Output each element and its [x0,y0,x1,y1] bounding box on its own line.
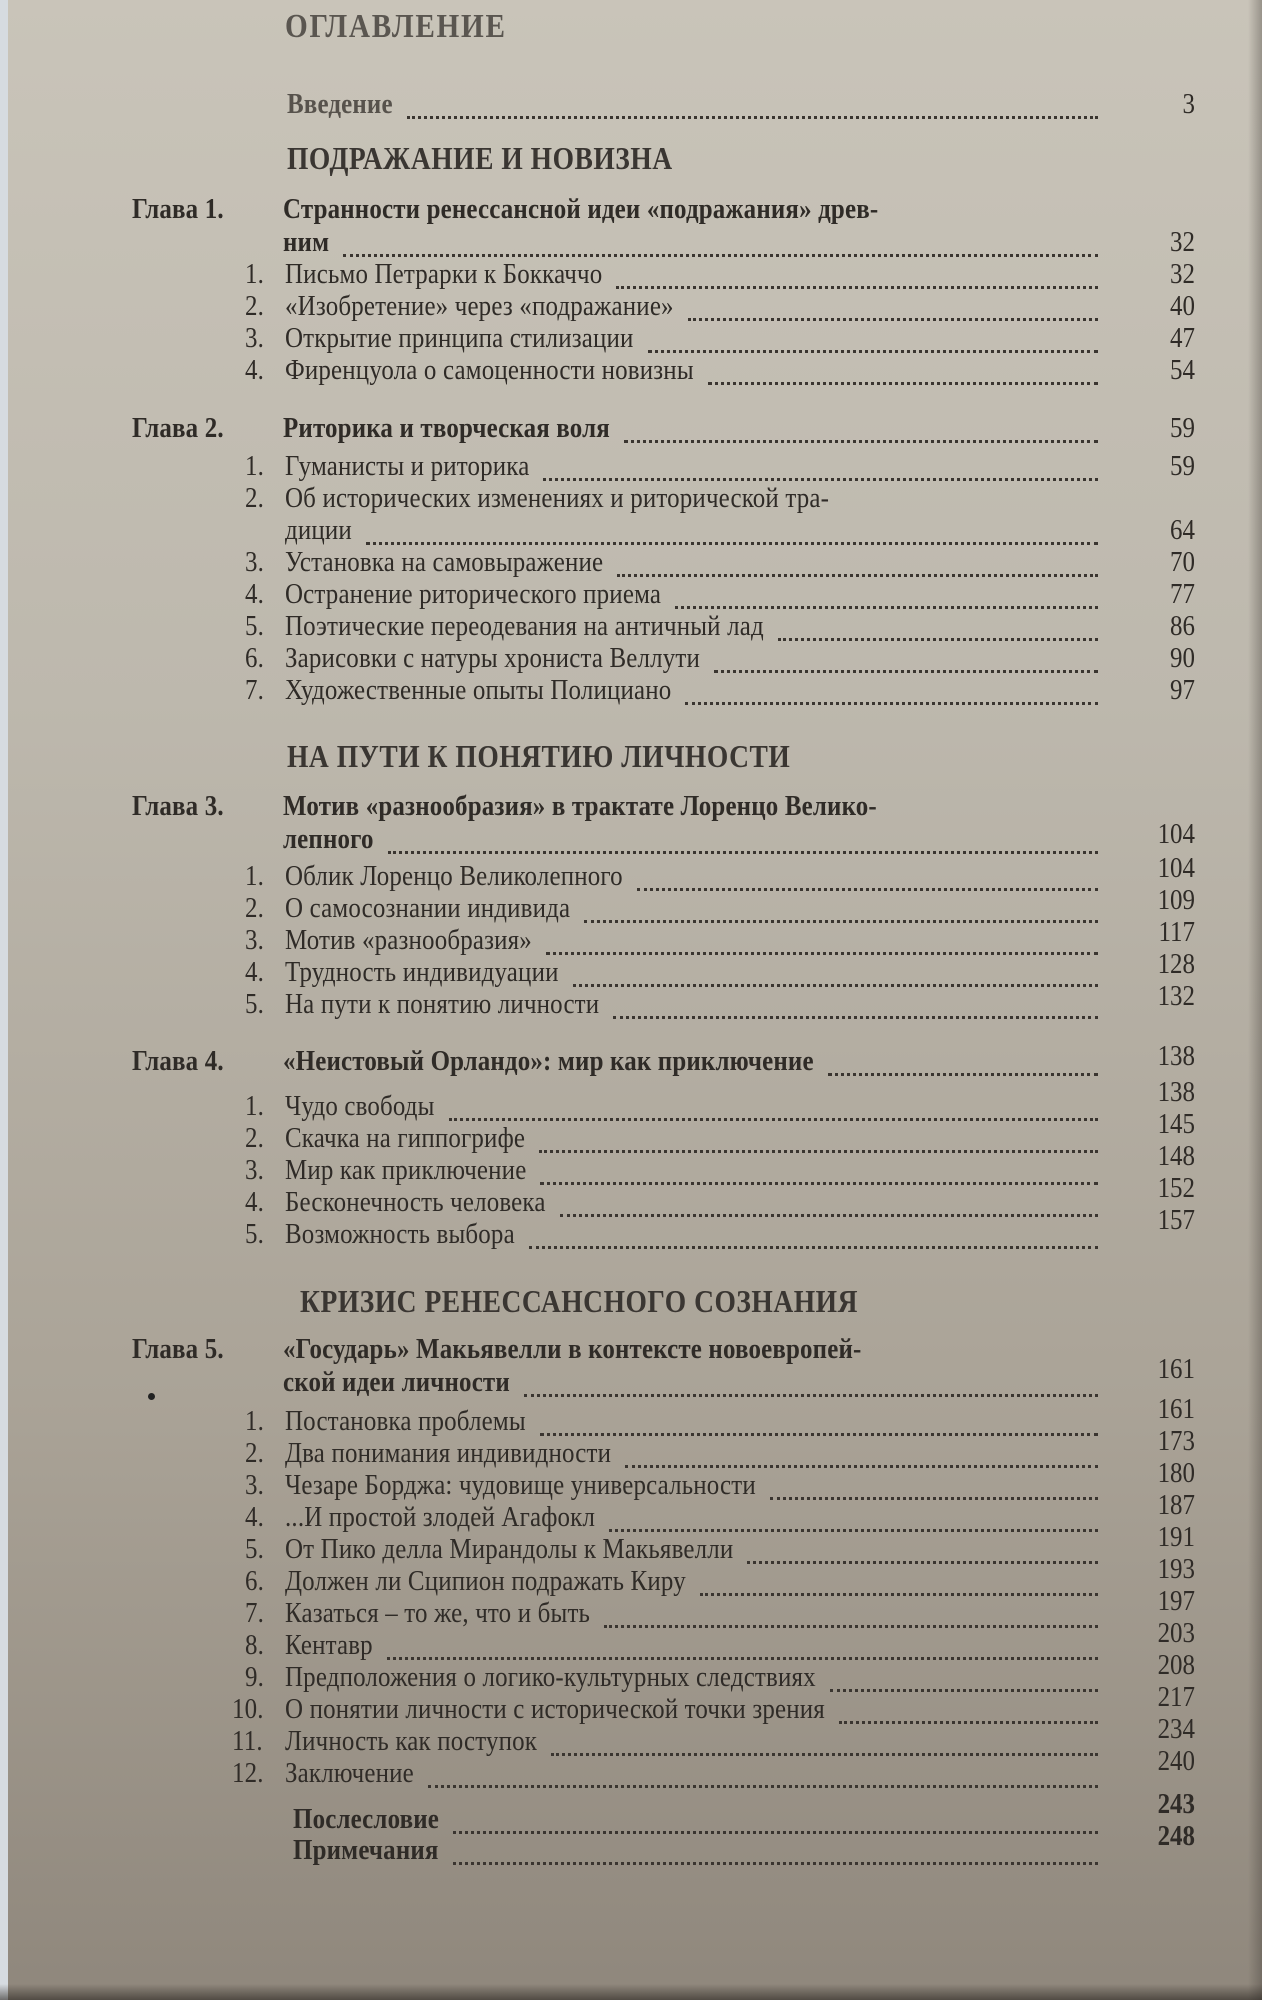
section-title: На пути к понятию личности [285,988,600,1020]
dot-leader [428,1779,1098,1788]
dot-leader [540,1176,1098,1185]
section-page: 70 [1170,546,1195,578]
dot-leader [540,1427,1098,1436]
section-title: Об исторических изменениях и риторической тра- [285,482,830,514]
chapter-title: Риторика и творческая воля [283,412,610,444]
chapter-page: 32 [1170,226,1195,258]
dot-leader [685,696,1098,705]
chapter-page: 138 [1157,1040,1195,1072]
section-page: 217 [1157,1681,1195,1713]
section-number: 3. [245,1469,265,1501]
section-number: 10. [232,1693,264,1725]
section-title: Казаться – то же, что и быть [285,1597,591,1629]
section-number: 1. [245,450,265,482]
section-title: Установка на самовыражение [285,546,604,578]
section-page: 109 [1157,884,1195,916]
section-title: Мир как приключение [285,1154,527,1186]
section-number: 3. [245,546,265,578]
section-page: 59 [1170,450,1195,482]
dot-leader [648,344,1098,353]
section-page: 54 [1170,354,1195,386]
notes-label: Примечания [293,1834,439,1866]
section-number: 3. [245,1154,265,1186]
section-number: 1. [245,1090,265,1122]
section-title: Мотив «разнообразия» [285,924,532,956]
section-page: 64 [1170,514,1195,546]
afterword-page: 243 [1157,1788,1195,1820]
section-title: От Пико делла Мирандолы к Макьявелли [285,1533,734,1565]
section-page: 138 [1157,1076,1195,1108]
section-page: 193 [1157,1553,1195,1585]
dot-leader [551,1747,1098,1756]
section-page: 32 [1170,258,1195,290]
section-number: 6. [245,642,265,674]
section-number: 4. [245,354,265,386]
section-title: Должен ли Сципион подражать Киру [285,1565,686,1597]
section-number: 4. [245,956,265,988]
dot-leader [407,110,1098,119]
section-title: Остранение риторического приема [285,578,662,610]
section-number: 2. [245,482,265,514]
section-title: Облик Лоренцо Великолепного [285,860,623,892]
section-page: 77 [1170,578,1195,610]
dot-leader [617,568,1098,577]
chapter-label: Глава 4. [132,1045,224,1077]
chapter-title: Странности ренессансной идеи «подражания» древ- [283,193,879,225]
chapter-title-cont: ской идеи личности [283,1366,510,1398]
dot-leader [714,664,1098,673]
section-title: Заключение [285,1757,414,1789]
section-number: 9. [245,1661,265,1693]
section-page: 203 [1157,1617,1195,1649]
section-page: 197 [1157,1585,1195,1617]
section-page: 157 [1157,1204,1195,1236]
section-title: Поэтические переодевания на античный лад [285,610,764,642]
dot-leader [624,434,1098,443]
section-title: Личность как поступок [285,1725,538,1757]
section-number: 1. [245,1405,265,1437]
section-page: 117 [1158,916,1195,948]
section-number: 7. [245,674,265,706]
section-page: 97 [1170,674,1195,706]
dot-leader [609,1523,1098,1532]
chapter-label: Глава 3. [132,790,224,822]
section-number: 5. [245,1218,265,1250]
section-title: Открытие принципа стилизации [285,322,634,354]
part-heading: ПОДРАЖАНИЕ И НОВИЗНА [287,140,673,176]
section-number: 1. [245,258,265,290]
chapter-title-cont: лепного [283,823,374,855]
section-title: Предположения о логико-культурных следствиях [285,1661,816,1693]
intro-page: 3 [1182,88,1195,120]
section-title: Чудо свободы [285,1090,435,1122]
section-page: 234 [1157,1713,1195,1745]
section-number: 5. [245,610,265,642]
dot-leader [675,600,1098,609]
chapter-page: 161 [1157,1353,1195,1385]
dot-leader [770,1491,1098,1500]
section-title: Чезаре Борджа: чудовище универсальности [285,1469,756,1501]
section-page: 173 [1157,1425,1195,1457]
section-title: Постановка проблемы [285,1405,526,1437]
chapter-page: 104 [1157,818,1195,850]
dot-leader [529,1240,1098,1249]
chapter-label: Глава 2. [132,412,224,444]
section-title: «Изобретение» через «подражание» [285,290,674,322]
section-title: Гуманисты и риторика [285,450,530,482]
part-heading: КРИЗИС РЕНЕССАНСНОГО СОЗНАНИЯ [300,1283,858,1319]
section-title: Художественные опыты Полициано [285,674,672,706]
chapter-title: Мотив «разнообразия» в трактате Лоренцо Велико- [283,790,877,822]
section-number: 4. [245,1186,265,1218]
ink-spot [148,1393,155,1400]
section-page: 40 [1170,290,1195,322]
page-title: ОГЛАВЛЕНИЕ [285,8,507,45]
section-page: 128 [1157,948,1195,980]
section-number: 5. [245,988,265,1020]
dot-leader [688,312,1098,321]
section-title: Фиренцуола о самоценности новизны [285,354,694,386]
section-page: 240 [1157,1745,1195,1777]
section-page: 191 [1157,1521,1195,1553]
section-title: Скачка на гиппогрифе [285,1122,526,1154]
dot-leader [839,1715,1098,1724]
dot-leader [830,1683,1098,1692]
page-right-shadow [1248,0,1262,2000]
section-number: 1. [245,860,265,892]
section-title-cont: диции [285,514,352,546]
dot-leader [453,1825,1098,1834]
section-number: 8. [245,1629,265,1661]
intro-label: Введение [287,88,393,120]
section-page: 90 [1170,642,1195,674]
dot-leader [449,1112,1098,1121]
chapter-label: Глава 5. [132,1333,224,1365]
section-number: 7. [245,1597,265,1629]
afterword-label: Послесловие [293,1803,440,1835]
notes-page: 248 [1157,1820,1195,1852]
chapter-title: «Государь» Макьявелли в контексте новоевропей- [283,1333,862,1365]
dot-leader [700,1587,1098,1596]
dot-leader [637,882,1098,891]
dot-leader [453,1856,1098,1865]
dot-leader [560,1208,1098,1217]
dot-leader [543,472,1098,481]
dot-leader [625,1459,1098,1468]
section-title: Кентавр [285,1629,373,1661]
section-title: О самосознании индивида [285,892,571,924]
dot-leader [828,1067,1098,1076]
section-page: 161 [1157,1393,1195,1425]
section-title: Бесконечность человека [285,1186,546,1218]
part-heading: НА ПУТИ К ПОНЯТИЮ ЛИЧНОСТИ [287,738,791,774]
section-number: 12. [232,1757,264,1789]
dot-leader [747,1555,1098,1564]
section-number: 2. [245,1437,265,1469]
section-number: 2. [245,1122,265,1154]
dot-leader [343,248,1098,257]
section-number: 11. [232,1725,263,1757]
dot-leader [708,376,1098,385]
section-page: 148 [1157,1140,1195,1172]
section-title: О понятии личности с исторической точки зрения [285,1693,825,1725]
section-page: 104 [1157,852,1195,884]
dot-leader [778,632,1098,641]
section-page: 86 [1170,610,1195,642]
section-number: 4. [245,578,265,610]
dot-leader [524,1388,1098,1397]
section-title: Письмо Петрарки к Боккаччо [285,258,603,290]
section-page: 187 [1157,1489,1195,1521]
page-left-edge [0,0,8,2000]
section-title: Зарисовки с натуры хрониста Веллути [285,642,700,674]
dot-leader [388,845,1098,854]
chapter-page: 59 [1170,412,1195,444]
dot-leader [546,946,1098,955]
section-number: 3. [245,322,265,354]
section-title: Возможность выбора [285,1218,515,1250]
section-number: 2. [245,892,265,924]
section-page: 208 [1157,1649,1195,1681]
section-title: Трудность индивидуации [285,956,559,988]
dot-leader [584,914,1098,923]
chapter-title-cont: ним [283,226,330,258]
dot-leader [616,280,1098,289]
dot-leader [613,1010,1098,1019]
section-page: 180 [1157,1457,1195,1489]
section-number: 2. [245,290,265,322]
dot-leader [539,1144,1098,1153]
chapter-label: Глава 1. [132,193,224,225]
dot-leader [366,536,1098,545]
chapter-title: «Неистовый Орландо»: мир как приключение [283,1045,814,1077]
section-title: ...И простой злодей Агафокл [285,1501,596,1533]
dot-leader [604,1619,1098,1628]
section-page: 47 [1170,322,1195,354]
page-bottom-shadow [0,1984,1262,2000]
dot-leader [387,1651,1098,1660]
section-page: 132 [1157,980,1195,1012]
section-number: 5. [245,1533,265,1565]
section-title: Два понимания индивидности [285,1437,612,1469]
section-number: 3. [245,924,265,956]
dot-leader [573,978,1098,987]
section-number: 4. [245,1501,265,1533]
section-page: 152 [1157,1172,1195,1204]
section-number: 6. [245,1565,265,1597]
section-page: 145 [1157,1108,1195,1140]
